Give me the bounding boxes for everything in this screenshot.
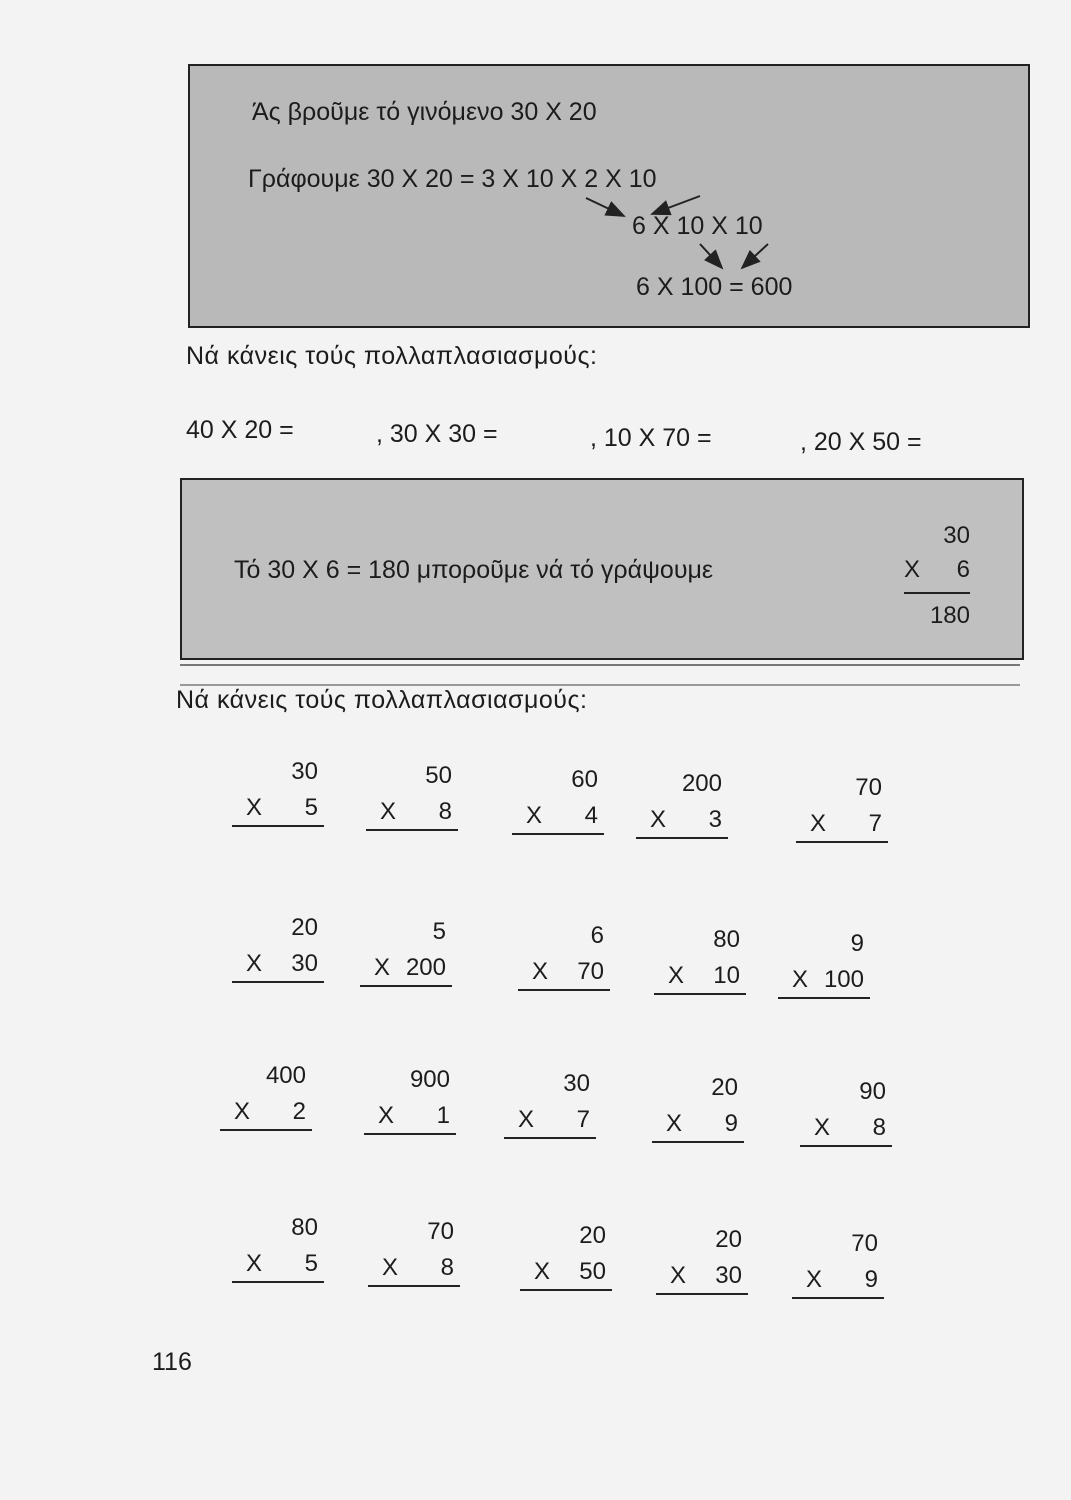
example-title: Άς βροῦμε τό γινόμενο 30 Χ 20: [252, 98, 597, 126]
answer-line: [792, 1297, 884, 1299]
problem: [778, 932, 870, 999]
problem-op: Χ: [234, 1098, 251, 1125]
answer-line: [652, 1141, 744, 1143]
answer-line: [220, 1129, 312, 1131]
problem-top: 90: [859, 1078, 886, 1105]
example-step-1: Γράφουμε 30 Χ 20 = 3 Χ 10 Χ 2 Χ 10: [248, 165, 657, 193]
problem-bottom-row: [520, 1260, 612, 1289]
problem-bottom-row: [796, 812, 888, 841]
problem: [368, 1220, 460, 1287]
problem-op: Χ: [668, 962, 685, 989]
arrow-icon: [586, 198, 624, 216]
answer-line: [512, 833, 604, 835]
problem-op: Χ: [534, 1258, 551, 1285]
problem-op: Χ: [650, 806, 667, 833]
problem-bottom-row: [792, 1268, 884, 1297]
problem-bottom-row: [368, 1256, 460, 1285]
problem-op: Χ: [380, 798, 397, 825]
problem-bottom: 3: [708, 806, 722, 833]
equation-2: , 30 Χ 30 =: [376, 420, 498, 448]
problem-bottom: 50: [579, 1258, 606, 1285]
problem-bottom: 1: [436, 1102, 450, 1129]
problem: [518, 924, 610, 991]
problem-bottom: 200: [405, 954, 446, 981]
problem-op: Χ: [246, 1250, 263, 1277]
answer-line: [504, 1137, 596, 1139]
answer-line: [360, 985, 452, 987]
answer-line: [232, 825, 324, 827]
equation-1: 40 Χ 20 =: [186, 416, 294, 444]
problem-top: 70: [851, 1230, 878, 1257]
arrow-icon: [652, 196, 700, 214]
problem-bottom: 30: [715, 1262, 742, 1289]
problem-bottom: 7: [868, 810, 882, 837]
equation-4: , 20 Χ 50 =: [800, 428, 922, 456]
problem: [792, 1232, 884, 1299]
example2-op: Χ: [904, 556, 921, 583]
answer-line: [654, 993, 746, 995]
problem-top: 80: [713, 926, 740, 953]
problem: [232, 1216, 324, 1283]
problem-bottom: 100: [823, 966, 864, 993]
problem: [654, 928, 746, 995]
problem-bottom: 9: [724, 1110, 738, 1137]
answer-line: [364, 1133, 456, 1135]
answer-line: [368, 1285, 460, 1287]
problem-top: 5: [432, 918, 446, 945]
equation-3: , 10 Χ 70 =: [590, 424, 712, 452]
problem-op: Χ: [666, 1110, 683, 1137]
problem-bottom-row: [778, 968, 870, 997]
problem-bottom: 8: [438, 798, 452, 825]
problem: [512, 768, 604, 835]
problem-bottom-row: [366, 800, 458, 829]
problem-top: 9: [850, 930, 864, 957]
problem-op: Χ: [246, 950, 263, 977]
problem-top: 50: [425, 762, 452, 789]
problem-bottom: 5: [304, 794, 318, 821]
problem-top: 30: [563, 1070, 590, 1097]
problem-op: Χ: [792, 966, 809, 993]
arrow-icon: [742, 244, 768, 268]
instruction-multiply-2: Νά κάνεις τούς πολλαπλασιασμούς:: [176, 686, 588, 714]
problem-bottom: 8: [872, 1114, 886, 1141]
problem-bottom: 5: [304, 1250, 318, 1277]
problem-top: 20: [715, 1226, 742, 1253]
answer-line: [232, 981, 324, 983]
problem-op: Χ: [810, 810, 827, 837]
problem-top: 80: [291, 1214, 318, 1241]
problem-bottom-row: [364, 1104, 456, 1133]
problem-bottom-row: [654, 964, 746, 993]
problem-bottom-row: [220, 1100, 312, 1129]
problem-bottom-row: [512, 804, 604, 833]
answer-line: [520, 1289, 612, 1291]
problem: [232, 916, 324, 983]
problem-bottom-row: [656, 1264, 748, 1293]
problem-bottom: 8: [440, 1254, 454, 1281]
divider: [180, 664, 1020, 666]
problem: [360, 920, 452, 987]
problem-top: 20: [711, 1074, 738, 1101]
problem: [366, 764, 458, 831]
problem-bottom-row: [800, 1116, 892, 1145]
problem: [800, 1080, 892, 1147]
problem: [652, 1076, 744, 1143]
answer-line: [656, 1293, 748, 1295]
problem-bottom: 2: [292, 1098, 306, 1125]
problem-bottom: 10: [713, 962, 740, 989]
problem: [504, 1072, 596, 1139]
problem-bottom-row: [504, 1108, 596, 1137]
problem-op: Χ: [526, 802, 543, 829]
problem-top: 400: [265, 1062, 306, 1089]
example-step-3: 6 Χ 100 = 600: [636, 273, 793, 301]
problem: [520, 1224, 612, 1291]
problem-top: 30: [291, 758, 318, 785]
problem-top: 200: [681, 770, 722, 797]
answer-line: [232, 1281, 324, 1283]
example2-result: 180: [929, 602, 970, 629]
problem-bottom-row: [232, 796, 324, 825]
answer-line: [366, 829, 458, 831]
problem-op: Χ: [374, 954, 391, 981]
arrow-icon: [700, 244, 722, 268]
problem-bottom: 7: [576, 1106, 590, 1133]
problem: [232, 760, 324, 827]
problem-bottom-row: [232, 1252, 324, 1281]
problem-op: Χ: [378, 1102, 395, 1129]
answer-line: [518, 989, 610, 991]
problem-bottom-row: [518, 960, 610, 989]
problem-top: 70: [855, 774, 882, 801]
problem-bottom-row: [636, 808, 728, 837]
problem: [656, 1228, 748, 1295]
problem-op: Χ: [382, 1254, 399, 1281]
problem-op: Χ: [670, 1262, 687, 1289]
page-number: 116: [152, 1348, 192, 1376]
problem: [636, 772, 728, 839]
answer-line: [796, 841, 888, 843]
problem-bottom-row: [232, 952, 324, 981]
example2-text: Τό 30 Χ 6 = 180 μποροῦμε νά τό γράψουμε: [234, 556, 714, 584]
example-step-2: 6 Χ 10 Χ 10: [632, 212, 763, 240]
problem: [364, 1068, 456, 1135]
answer-line: [636, 837, 728, 839]
problem-bottom: 4: [584, 802, 598, 829]
problem: [796, 776, 888, 843]
instruction-multiply-1: Νά κάνεις τούς πολλαπλασιασμούς:: [186, 342, 598, 370]
problem-top: 60: [571, 766, 598, 793]
problem-top: 70: [427, 1218, 454, 1245]
answer-line: [778, 997, 870, 999]
problem-top: 20: [579, 1222, 606, 1249]
problem: [220, 1064, 312, 1131]
problem-top: 900: [409, 1066, 450, 1093]
problem-bottom: 70: [577, 958, 604, 985]
problem-bottom: 9: [864, 1266, 878, 1293]
problem-op: Χ: [814, 1114, 831, 1141]
problem-op: Χ: [518, 1106, 535, 1133]
problem-op: Χ: [246, 794, 263, 821]
problem-bottom: 30: [291, 950, 318, 977]
example2-bottom: 6: [956, 556, 970, 583]
problem-top: 20: [291, 914, 318, 941]
answer-line: [800, 1145, 892, 1147]
problem-op: Χ: [806, 1266, 823, 1293]
problem-top: 6: [590, 922, 604, 949]
problem-bottom-row: [360, 956, 452, 985]
example2-top: 30: [943, 522, 970, 549]
example2-vertical: [904, 522, 970, 630]
problem-op: Χ: [532, 958, 549, 985]
problem-bottom-row: [652, 1112, 744, 1141]
